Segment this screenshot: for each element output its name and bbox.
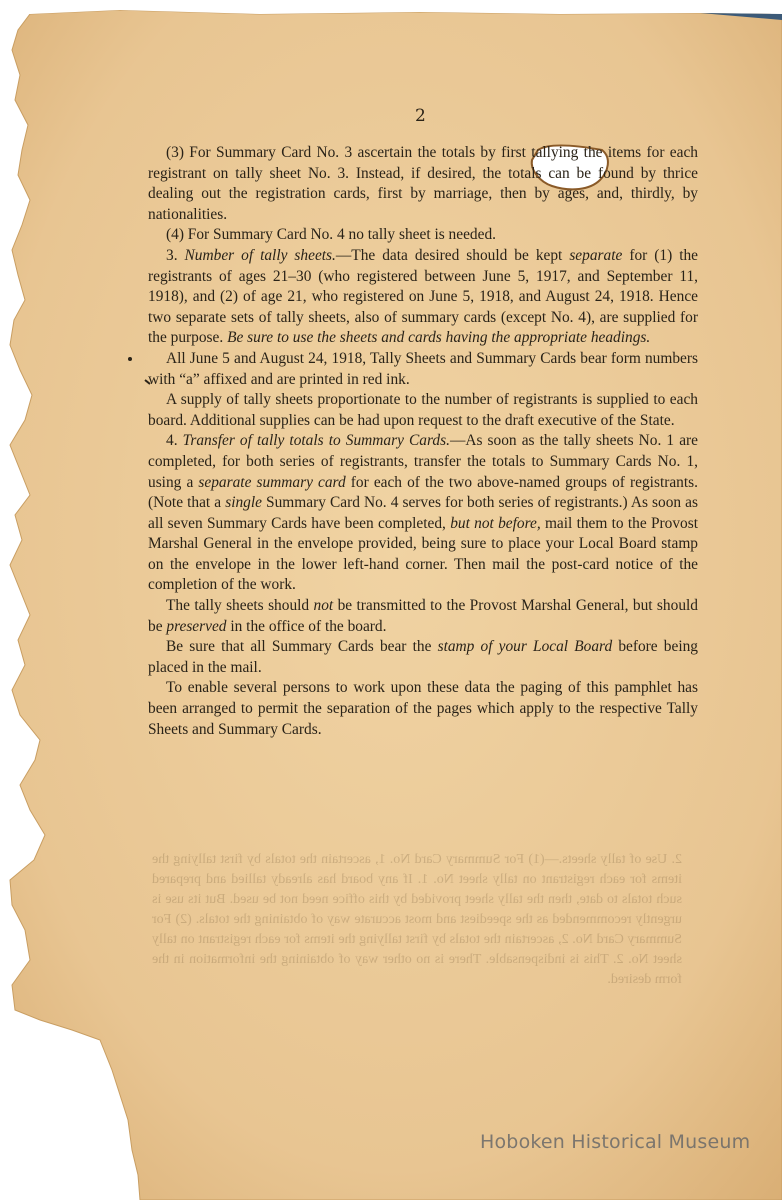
document-body (148, 143, 698, 740)
section-number: 3. (166, 246, 178, 264)
paragraph-paging: To enable several persons to work upon these data the paging of this pamphlet has been arranged to permit the separation of the pages which apply to the respective Tally Sheets and Summary Cards. (148, 679, 698, 738)
paragraph-number-of-tally-sheets: 3. Number of tally sheets.—The data desired should be kept separate for (1) the registrants of ages 21–30 (who registered between June 5, 1917, and September 11, 1918), and (2) of age 21, who registered on June 5, 1918, and August 24, 1918. Hence two separate sets of tally sheets, also of summary cards (except No. 4), are supplied for the purpose. Be sure to use the sheets and cards having the appropriate headings. (148, 246, 698, 347)
paragraph-summary-card-4: (4) For Summary Card No. 4 no tally sheet is needed. (166, 226, 496, 244)
paragraph-transfer: 4. Transfer of tally totals to Summary Cards.—As soon as the tally sheets No. 1 are completed, for both series of registrants, transfer the totals to Summary Cards No. 1, using a separate summary card for each of the two above-named groups of registrants. (Note that a single Summary Card No. 4 serves for both series of registrants.) As soon as all seven Summary Cards have been completed, but not before, mail them to the Provost Marshal General in the envelope provided, being sure to place your Local Board stamp on the envelope in the lower left-hand corner. Then mail the post-card notice of the completion of the work. (148, 432, 698, 594)
section-heading: Number of tally sheets. (184, 246, 336, 264)
paragraph-supply: A supply of tally sheets proportionate to the number of registrants is supplied to each board. Additional supplies can be had upon request to the draft executive of the State. (148, 391, 698, 429)
section-heading: Transfer of tally totals to Summary Cards. (182, 432, 450, 450)
paragraph-summary-card-3: (3) For Summary Card No. 3 ascertain the totals by first tallying the items for each registrant on tally sheet No. 3. Instead, if desired, the totals can be found by thrice dealing out the registration cards, first by marriage, then by ages, and, thirdly, by nationalities. (148, 144, 698, 223)
ink-mark (128, 357, 132, 361)
paragraph-stamp: Be sure that all Summary Cards bear the stamp of your Local Board before being placed in the mail. (148, 638, 698, 676)
page-number: 2 (415, 106, 426, 126)
paragraph-form-numbers: All June 5 and August 24, 1918, Tally Sheets and Summary Cards bear form numbers with “a” affixed and are printed in red ink. (148, 349, 698, 388)
paragraph-preserve: The tally sheets should not be transmitted to the Provost Marshal General, but should be preserved in the office of the board. (148, 597, 698, 635)
museum-watermark: Hoboken Historical Museum (480, 1131, 751, 1153)
bleed-through-text: 2. Use of tally sheets.—(1) For Summary Card No. 1, ascertain the totals by first tallying the items for each registrant on tally sheet No. 1. If any board has already tallied and prepared such totals to date, then the tally sheet provided by this office need not be used. But its use is urgently recommended as the speediest and most accurate way of obtaining the totals. (2) For Summary Card No. 2, ascertain the totals by first tallying the items for each registrant on tally sheet No. 2. This is indispensable. There is no other way of obtaining the information in the form desired. (152, 852, 682, 987)
section-number: 4. (166, 432, 178, 450)
